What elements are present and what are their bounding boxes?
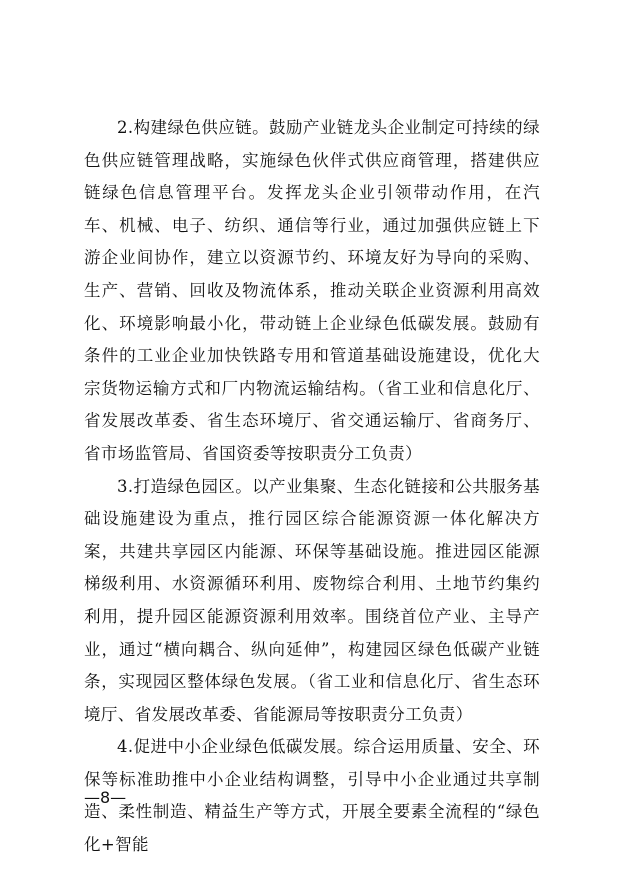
paragraph-green-supply-chain: 2.构建绿色供应链。鼓励产业链龙头企业制定可持续的绿色供应链管理战略，实施绿色伙伴式供应商管理，搭建供应链绿色信息管理平台。发挥龙头企业引领带动作用，在汽车、机械、电子、纺织、通信等行业，通过加强供应链上下游企业间协作，建立以资源节约、环境友好为导向的采购、生产、营销、回收及物流体系，推动关联企业资源利用高效化、环境影响最小化，带动链上企业绿色低碳发展。鼓励有条件的工业企业加快铁路专用和管道基础设施建设，优化大宗货物运输方式和厂内物流运输结构。（省工业和信息化厅、省发展改革委、省生态环境厅、省交通运输厅、省商务厅、省市场监管局、省国资委等按职责分工负责） xyxy=(84,118,540,463)
paragraph-sme-low-carbon: 4.促进中小企业绿色低碳发展。综合运用质量、安全、环保等标准助推中小企业结构调整，引导中小企业通过共享制造、柔性制造、精益生产等方式，开展全要素全流程的“绿色化+智能 xyxy=(84,737,540,855)
paragraph-green-park: 3.打造绿色园区。以产业集聚、生态化链接和公共服务基础设施建设为重点，推行园区综合能源资源一体化解决方案，共建共享园区内能源、环保等基础设施。推进园区能源梯级利用、水资源循环利用、废物综合利用、土地节约集约利用，提升园区能源资源利用效率。围绕首位产业、主导产业，通过“横向耦合、纵向延伸”，构建园区绿色低碳产业链条，实现园区整体绿色发展。（省工业和信息化厅、省生态环境厅、省发展改革委、省能源局等按职责分工负责） xyxy=(84,476,540,724)
document-body xyxy=(84,112,540,862)
page-number: —8— xyxy=(84,788,127,807)
